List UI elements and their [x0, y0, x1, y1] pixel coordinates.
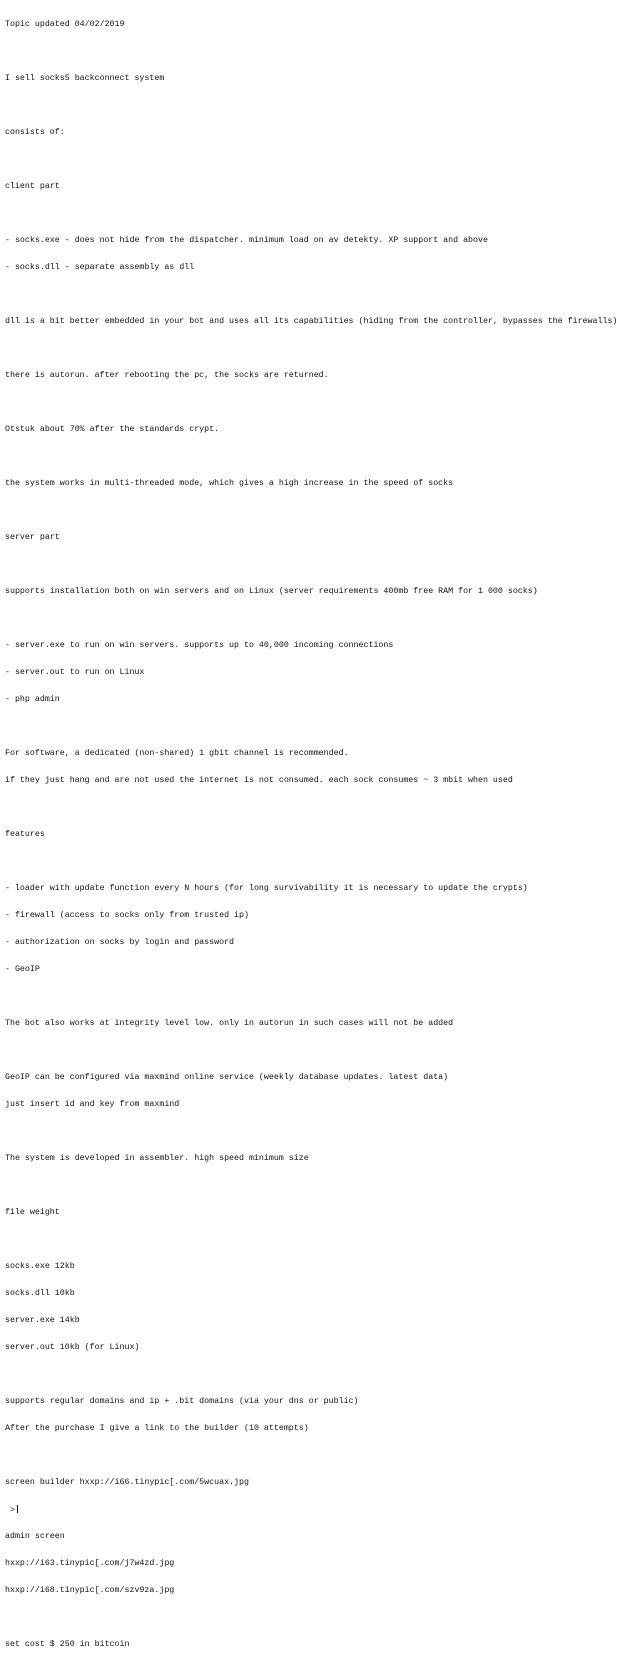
- list-item: - GeoIP: [5, 965, 40, 974]
- cursor-prefix: >: [5, 1506, 15, 1515]
- blank-line: [5, 506, 605, 515]
- text-line: The bot also works at integrity level low. only in autorun in such cases will not be added: [5, 1019, 454, 1028]
- list-item: - php admin: [5, 695, 60, 704]
- section-heading: server part: [5, 533, 60, 542]
- blank-line: [5, 857, 605, 866]
- text-line: if they just hang and are not used the internet is not consumed. each sock consumes ~ 3 mbit when used: [5, 776, 513, 785]
- text-line: Otstuk about 70% after the standards crypt.: [5, 425, 220, 434]
- text-line: there is autorun. after rebooting the pc, the socks are returned.: [5, 371, 329, 380]
- text-line: For software, a dedicated (non-shared) 1 gbit channel is recommended.: [5, 749, 349, 758]
- text-line: supports installation both on win servers and on Linux (server requirements 400mb free RAM for 1 000 socks): [5, 587, 538, 596]
- text-line: I sell socks5 backconnect system: [5, 74, 165, 83]
- blank-line: [5, 47, 605, 56]
- blank-line: [5, 1046, 605, 1055]
- blank-line: [5, 209, 605, 218]
- blank-line: [5, 398, 605, 407]
- blank-line: [5, 560, 605, 569]
- list-item: - loader with update function every N hours (for long survivability it is necessary to update the crypts): [5, 884, 528, 893]
- section-heading: client part: [5, 182, 60, 191]
- blank-line: [5, 722, 605, 731]
- blank-line: [5, 614, 605, 623]
- section-heading: file weight: [5, 1208, 60, 1217]
- text-cursor-line: [5, 1505, 605, 1514]
- forum-post-body: [5, 2, 617, 1658]
- blank-line: [5, 155, 605, 164]
- blank-line: [5, 1613, 605, 1622]
- list-item: - server.exe to run on win servers. supports up to 40,000 incoming connections: [5, 641, 394, 650]
- blank-line: [5, 803, 605, 812]
- list-item: socks.exe 12kb: [5, 1262, 75, 1271]
- list-item: - server.out to run on Linux: [5, 668, 145, 677]
- list-item: socks.dll 10kb: [5, 1289, 75, 1298]
- section-heading: features: [5, 830, 45, 839]
- blank-line: [5, 101, 605, 110]
- blank-line: [5, 1127, 605, 1136]
- blank-line: [5, 1370, 605, 1379]
- list-item: - firewall (access to socks only from trusted ip): [5, 911, 249, 920]
- text-line: Topic updated 04/02/2019: [5, 20, 125, 29]
- text-line: supports regular domains and ip + .bit domains (via your dns or public): [5, 1397, 359, 1406]
- text-line: consists of:: [5, 128, 65, 137]
- blank-line: [5, 452, 605, 461]
- text-line: set cost $ 250 in bitcoin: [5, 1640, 130, 1649]
- blank-line: [5, 1181, 605, 1190]
- blank-line: [5, 992, 605, 1001]
- text-line: hxxp://i68.tinypic[.com/szv9za.jpg: [5, 1586, 175, 1595]
- text-line: just insert id and key from maxmind: [5, 1100, 180, 1109]
- text-line: the system works in multi-threaded mode, which gives a high increase in the speed of socks: [5, 479, 454, 488]
- list-item: server.out 10kb (for Linux): [5, 1343, 140, 1352]
- text-line: dll is a bit better embedded in your bot and uses all its capabilities (hiding from the controller, bypasses the firewalls): [5, 317, 617, 326]
- text-line: admin screen: [5, 1532, 65, 1541]
- list-item: - socks.exe - does not hide from the dispatcher. minimum load on av detekty. XP support and above: [5, 236, 488, 245]
- list-item: - socks.dll - separate assembly as dll: [5, 263, 195, 272]
- text-line: The system is developed in assembler. high speed minimum size: [5, 1154, 309, 1163]
- text-line: hxxp://i63.tinypic[.com/j7w4zd.jpg: [5, 1559, 175, 1568]
- blank-line: [5, 1451, 605, 1460]
- blank-line: [5, 1235, 605, 1244]
- list-item: - authorization on socks by login and password: [5, 938, 235, 947]
- blank-line: [5, 344, 605, 353]
- text-line: After the purchase I give a link to the builder (10 attempts): [5, 1424, 309, 1433]
- list-item: server.exe 14kb: [5, 1316, 80, 1325]
- text-cursor-icon: [17, 1505, 18, 1513]
- text-line: GeoIP can be configured via maxmind online service (weekly database updates. latest data): [5, 1073, 449, 1082]
- text-line: screen builder hxxp://i66.tinypic[.com/5wcuax.jpg: [5, 1478, 249, 1487]
- blank-line: [5, 290, 605, 299]
